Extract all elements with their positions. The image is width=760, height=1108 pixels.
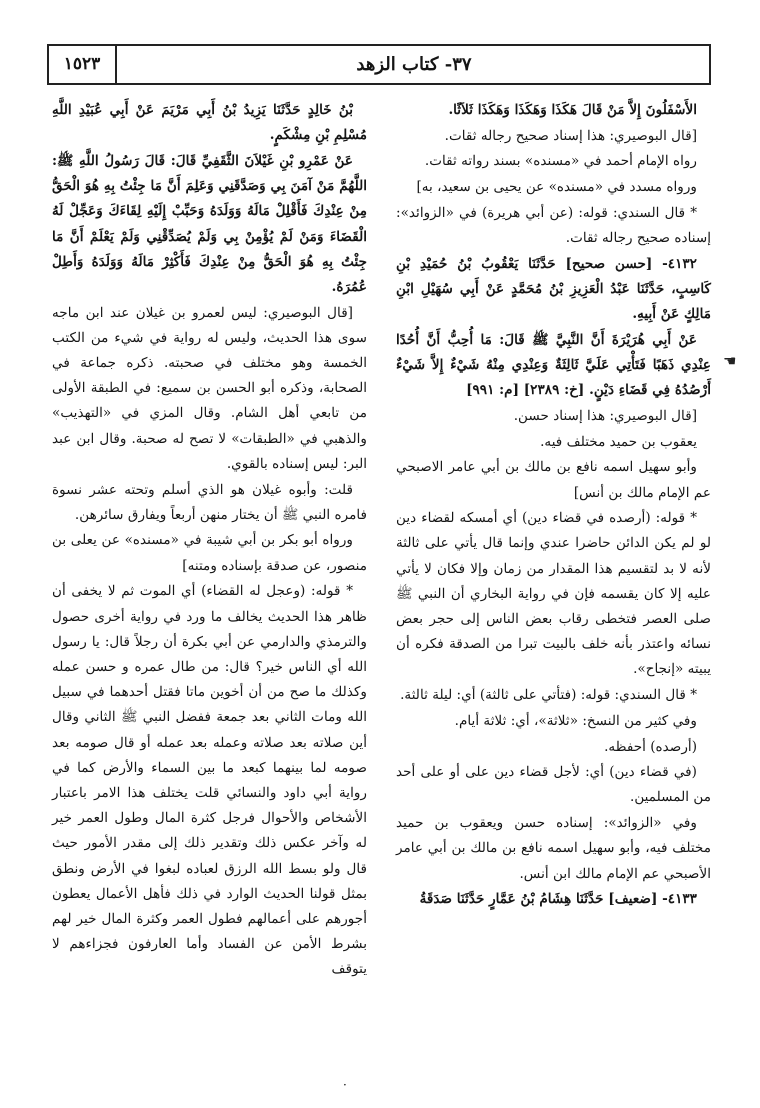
right-column-paragraph: * قال السندي: قوله: (فتأتي على ثالثة) أي: ليلة ثالثة.: [400, 687, 697, 704]
right-text-column: [396, 98, 711, 913]
right-column-paragraph: (في قضاء دين) أي: لأجل قضاء دين على أو على أحد من المسلمين.: [396, 764, 711, 806]
right-column-paragraph: رواه الإمام أحمد في «مسنده» بسند رواته ثقات.: [424, 153, 697, 170]
right-column-paragraph: ٤١٣٣- [ضعيف] حَدَّثَنَا هِشَامُ بْنُ عَمَّارٍ حَدَّثَنَا صَدَقَةُ: [419, 891, 697, 908]
page-number: ١٥٢٣: [63, 54, 101, 74]
right-column-paragraph: * قوله: (أرصده في قضاء دين) أي أمسكه لقضاء دين لو لم يكن الدائن حاضرا عندي وإنما قال يأتي على ثالثة لأنه لا بد لتقسيم هذا المقدار من زمان وإلا فكان لا يأتي عليه إلا كان يقسمه فإن في رواية البخاري أن النبي ﷺ صلى العصر فتخطى رقاب بعض الناس إلى حجر بعض نسائه واعتذر بأنه خلف بالبيت تبرا من الصدقة فكره أن يبيته «إنجاح».: [396, 510, 711, 678]
chapter-title: ٣٧- كتاب الزهد: [356, 54, 472, 75]
right-column-paragraph: [قال البوصيري: هذا إسناد حسن.: [513, 407, 697, 424]
right-column-paragraph: [قال البوصيري: هذا إسناد صحيح رجاله ثقات.: [444, 127, 697, 144]
footer-dot: ·: [343, 1078, 347, 1092]
right-column-paragraph: (أرصده) أحفظه.: [604, 738, 697, 755]
right-column-paragraph: وأبو سهيل اسمه نافع بن مالك بن أبي عامر الاصبحي عم الإمام مالك بن أنس]: [396, 459, 711, 501]
left-column-paragraph: بْنُ خَالِدٍ حَدَّثَنَا يَزِيدُ بْنُ أَبِي مَرْيَمَ عَنْ أَبِي عُبَيْدِ اللَّهِ مُسْلِمِ بْنِ مِشْكَمٍ.: [52, 102, 367, 144]
right-column-paragraph: وفي كثير من النسخ: «ثلاثة»، أي: ثلاثة أيام.: [454, 712, 697, 729]
right-column-paragraph: * قال السندي: قوله: (عن أبي هريرة) في «الزوائد»: إسناده صحيح رجاله ثقات.: [396, 204, 711, 247]
right-column-paragraph: الأَسْفَلُونَ إِلاَّ مَنْ قَالَ هَكَذَا وَهَكَذَا وَهَكَذَا ثَلاَثًا.: [448, 102, 697, 118]
header-divider: [115, 46, 117, 83]
left-text-column: [52, 98, 367, 983]
left-column-paragraph: * قوله: (وعجل له القضاء) أي الموت ثم لا يخفى أن ظاهر هذا الحديث يخالف ما ورد في رواية أخرى حصول والترمذي والدارمي عن أبي بكرة أن رجلاً قال: يا رسول الله أي الناس خير؟ قال: من طال عمره و حسن عمله وكذلك ما صح من أن أخوين ماتا فقتل أحدهما في سبيل الله ومات الثاني بعد جمعة ففضل النبي ﷺ الثاني وقال أين صلاته بعد صلاته وعمله بعد عمله أو قال صومه بعد صومه لما بينهما كبعد ما بين السماء والأرض كما في رواية أبي داود والنسائي قلت يختلف هذا الامر باعتبار الأشخاص والأحوال فرجل كثرة المال وطول العمر خير له وآخر عكس ذلك وتقدير ذلك إلى مقدر الأمور حيث قال ولو بسط الله الرزق لعباده لبغوا في الأرض ونطق بمثل قولنا الحديث الوارد في ذلك فأهل الأعمال يعطون أجورهم على أعمالهم فطول العمر وكثرة المال خير لهم بشرط الأمن عن الفساد وأما العارفون فجزاءهم لا يتوقف: [52, 583, 367, 978]
right-column-paragraph: يعقوب بن حميد مختلف فيه.: [540, 433, 697, 450]
right-column-paragraph: عَنْ أَبِي هُرَيْرَةَ أَنَّ النَّبِيَّ ﷺ قَالَ: مَا أُحِبُّ أَنَّ أُحُدًا عِنْدِي ذَهَبًا فَتَأْتِي عَلَيَّ ثَالِثَةٌ وَعِنْدِي مِنْهُ شَيْءٌ إِلاَّ شَيْءٌ أَرْصُدُهُ فِي قَضَاءِ دَيْنٍ. [خ: ٢٣٨٩] [م: ٩٩١]: [396, 331, 711, 399]
left-column-paragraph: ورواه أبو بكر بن أبي شيبة في «مسنده» عن يعلى بن منصور، عن صدقة بإسناده ومتنه]: [52, 532, 367, 574]
left-column-paragraph: [قال البوصيري: ليس لعمرو بن غيلان عند ابن ماجه سوى هذا الحديث، وليس له رواية في شيء من الكتب الخمسة وهو مختلف في صحبته. ذكره جماعة في الصحابة، وذكره أبو الحسن بن سميع: في الطبقة الأولى من تابعي أهل الشام. وقال المزي في «التهذيب» والذهبي في «الطبقات» لا تصح له صحبة. وقال ابن عبد البر: ليس إسناده بالقوي.: [52, 304, 367, 472]
right-column-paragraph: ٤١٣٢- [حسن صحيح] حَدَّثَنَا يَعْقُوبُ بْنُ حُمَيْدِ بْنِ كَاسِبٍ، حَدَّثَنَا عَبْدُ الْعَزِيزِ بْنُ مُحَمَّدٍ عَنْ أَبِي سُهَيْلِ ابْنِ مَالِكٍ عَنْ أَبِيهِ.: [396, 255, 711, 323]
left-column-paragraph: عَنْ عَمْرِو بْنِ غَيْلاَنَ الثَّقَفِيِّ قَالَ: قَالَ رَسُولُ اللَّهِ ﷺ: اللَّهُمَّ مَنْ آمَنَ بِي وَصَدَّقَنِي وَعَلِمَ أَنَّ مَا جِئْتُ بِهِ هُوَ الْحَقُّ مِنْ عِنْدِكَ فَأَقْلِلْ مَالَهُ وَوَلَدَهُ وَحَبِّبْ إِلَيْهِ لِقَاءَكَ وَعَجِّلْ لَهُ الْقَضَاءَ وَمَنْ لَمْ يُؤْمِنْ بِي وَلَمْ يُصَدِّقْنِي وَلَمْ يَعْلَمْ أَنَّ مَا جِئْتُ بِهِ هُوَ الْحَقُّ مِنْ عِنْدِكَ فَأَكْثِرْ مَالَهُ وَوَلَدَهُ وَأَطِلْ عُمُرَهُ.: [52, 152, 367, 295]
page-header-frame: [47, 44, 711, 85]
right-column-paragraph: وفي «الزوائد»: إسناده حسن ويعقوب بن حميد مختلف فيه، وأبو سهيل اسمه نافع بن مالك بن أبي عامر الأصبحي عم الإمام مالك ابن أنس.: [396, 815, 711, 882]
right-column-paragraph: ورواه مسدد في «مسنده» عن يحيى بن سعيد، به]: [416, 179, 697, 196]
left-column-paragraph: قلت: وأبوه غيلان هو الذي أسلم وتحته عشر نسوة فامره النبي ﷺ أن يختار منهن أربعاً ويفارق سائرهن.: [52, 481, 367, 523]
margin-pointer-icon: ☚: [723, 352, 737, 370]
